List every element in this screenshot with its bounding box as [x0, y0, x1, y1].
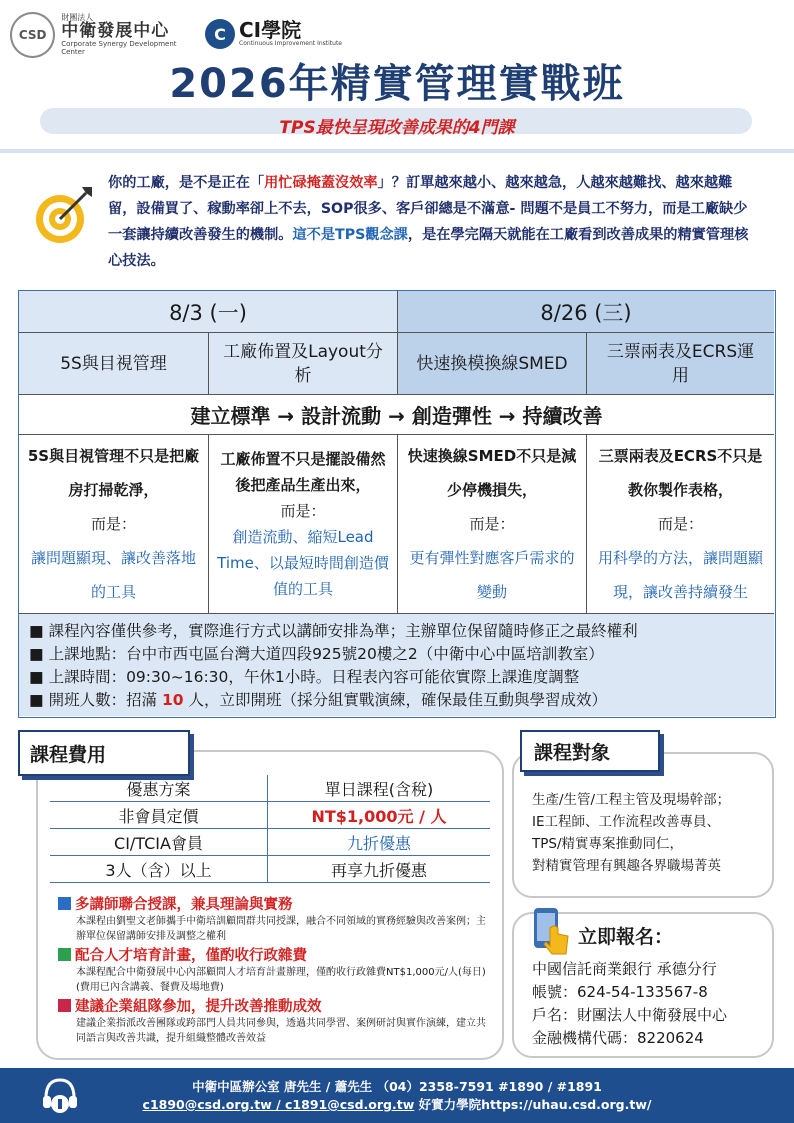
note-disclaimer: ■ 課程內容僅供參考，實際進行方式以講師安排為準；主辦單位保留隨時修正之最終權利	[29, 622, 638, 640]
desc-layout-point: 創造流動、縮短Lead Time、以最短時間創造價值的工具	[217, 528, 389, 598]
feature-body: 本課程配合中衛發展中心內部顧問人才培育計畫辦理，僅酌收行政雜費NT$1,000元/人(每日)(費用已內含講義、餐費及場地費)	[76, 967, 486, 993]
fee-header-price: 單日課程(含稅)	[324, 779, 434, 799]
note-class-size-post: 人，立即開班（採分組實戰演練，確保最佳互動與學習成效）	[183, 691, 608, 709]
header-divider	[0, 149, 794, 153]
fee-table	[50, 775, 490, 883]
improvement-flow: 建立標準 → 設計流動 → 創造彈性 → 持續改善	[19, 395, 774, 435]
course-5s: 5S與目視管理	[19, 333, 209, 395]
desc-smed	[398, 435, 587, 614]
fee-plan: CI/TCIA會員	[50, 829, 268, 855]
footer-email-link[interactable]: c1890@csd.org.tw / c1891@csd.org.tw	[142, 1097, 415, 1112]
red-square-icon	[58, 999, 71, 1012]
fee-row	[50, 802, 490, 829]
course-layout: 工廠佈置及Layout分析	[209, 333, 398, 395]
bank-code: 金融機構代碼：8220624	[532, 1029, 704, 1047]
intro-highlight-blue: 這不是TPS觀念課	[292, 227, 408, 243]
fee-header-row	[50, 775, 490, 802]
csd-org-type: 財團法人	[61, 12, 94, 22]
feature-multi-lecturer	[58, 893, 488, 944]
page-subtitle: TPS最快呈現改善成果的4門課	[279, 118, 515, 138]
fee-row	[50, 829, 490, 856]
audience-line: TPS/精實專案推動同仁，	[532, 836, 684, 852]
ci-name: CI學院	[239, 18, 302, 43]
course-ecrs: 三票兩表及ECRS運用	[587, 333, 774, 395]
desc-layout-mid: 而是：	[280, 502, 326, 520]
course-notes	[19, 614, 774, 716]
feature-talent-program	[58, 944, 488, 995]
audience-line: IE工程師、工作流程改善專員、	[532, 814, 721, 830]
audience-line: 生產/生管/工程主管及現場幹部；	[532, 792, 731, 808]
desc-5s-lead: 5S與目視管理不只是把廠房打掃乾淨，	[27, 447, 200, 499]
intro-highlight-red: 用忙碌掩蓋沒效率	[264, 175, 378, 191]
feature-title: 建議企業組隊參加，提升改善推動成效	[75, 999, 322, 1015]
schedule-table	[18, 290, 776, 718]
green-square-icon	[58, 948, 71, 961]
ci-logo	[205, 14, 342, 54]
fee-price: NT$1,000元 / 人	[311, 806, 447, 826]
fee-plan: 非會員定價	[50, 802, 268, 828]
csd-logo-mark: CSD	[10, 12, 55, 58]
register-title: 立即報名：	[578, 926, 674, 948]
audience-line: 對精實管理有興趣各界職場菁英	[532, 858, 721, 874]
fee-row	[50, 856, 490, 883]
note-class-size	[29, 689, 764, 712]
note-time: ■ 上課時間：09:30~16:30，午休1小時。日程表內容可能依實際上課進度調整	[29, 668, 580, 686]
fee-price: 九折優惠	[346, 833, 411, 853]
footer-links	[0, 1095, 794, 1113]
feature-body: 建議企業指派改善團隊或跨部門人員共同參與，透過共同學習、案例研討與實作演練，建立共同語言與改善共識，提升組織整體改善效益	[76, 1018, 486, 1044]
desc-5s-mid: 而是：	[90, 515, 136, 533]
note-class-size-pre: ■ 開班人數：招滿	[29, 691, 162, 709]
desc-layout	[209, 435, 398, 614]
feature-body: 本課程由劉聖文老師攜手中衛培訓顧問群共同授課，融合不同領域的實務經驗與改善案例；主辦單位保留講師安排及調整之權利	[76, 916, 486, 942]
csd-english-name: Corporate Synergy Development Center	[61, 40, 177, 56]
footer-contact: 中衛中區辦公室 唐先生 / 蕭先生 （04）2358-7591 #1890 / #1891	[192, 1079, 602, 1094]
intro-text-3: ，是在學完隔天就能在工廠看到改善成果的精實管理核心技法。	[108, 227, 749, 269]
account-holder: 戶名：財團法人中衛發展中心	[532, 1006, 728, 1024]
note-location: ■ 上課地點：台中市西屯區台灣大道四段925號20樓之2（中衛中心中區培訓教室）	[29, 645, 604, 663]
bank-name: 中國信託商業銀行 承德分行	[532, 960, 717, 978]
desc-ecrs-lead: 三票兩表及ECRS不只是教你製作表格，	[598, 447, 763, 499]
phone-touch-icon	[532, 906, 570, 956]
fee-plan: 3人（含）以上	[50, 856, 268, 882]
intro-text-1: 你的工廠，是不是正在「	[108, 175, 265, 191]
date-aug-3: 8/3 (一)	[19, 291, 398, 333]
intro-text-2: 」？訂單越來越小、越來越急，人越來越難找、越來越難留，設備買了、稼動率卻上不去，SOP很多、客戶卻總是不滿意- 問題不是員工不努力，而是工廠缺少一套讓持續改善發生的機制。	[108, 175, 748, 243]
desc-layout-lead: 工廠佈置不只是擺設備然後把產品生產出來，	[220, 450, 386, 494]
desc-ecrs-point: 用科學的方法，讓問題顯現，讓改善持續發生	[597, 549, 763, 601]
bank-info	[532, 958, 772, 1050]
feature-team-enrollment	[58, 995, 488, 1046]
audience-section-tag: 課程對象	[520, 730, 660, 772]
desc-smed-lead: 快速換線SMED不只是減少停機損失，	[407, 447, 577, 499]
intro-paragraph	[108, 170, 758, 274]
desc-smed-point: 更有彈性對應客戶需求的變動	[409, 549, 575, 601]
course-smed: 快速換模換線SMED	[398, 333, 587, 395]
blue-square-icon	[58, 897, 71, 910]
bank-account: 帳號：624-54-133567-8	[532, 983, 708, 1001]
audience-list	[532, 789, 772, 877]
desc-5s-point: 讓問題顯現、讓改善落地的工具	[30, 549, 196, 601]
ci-english-name: Continuous Improvement Institute	[239, 40, 342, 48]
feature-title: 多講師聯合授課，兼具理論與實務	[75, 897, 293, 913]
desc-ecrs	[587, 435, 774, 614]
desc-ecrs-mid: 而是：	[657, 515, 703, 533]
page-title: 2026年精實管理實戰班	[169, 61, 625, 107]
date-aug-26: 8/26 (三)	[398, 291, 774, 333]
fee-price: 再享九折優惠	[330, 860, 427, 880]
fee-header-plan: 優惠方案	[50, 775, 268, 801]
note-class-size-number: 10	[162, 691, 184, 709]
feature-title: 配合人才培育計畫，僅酌收行政雜費	[75, 948, 307, 964]
fee-section-tag: 課程費用	[18, 730, 190, 776]
csd-name: 中衛發展中心	[61, 21, 170, 42]
ci-logo-mark: C	[205, 19, 235, 49]
footer-site-link[interactable]: 好實力學院https://uhau.csd.org.tw/	[418, 1097, 652, 1112]
desc-smed-mid: 而是：	[469, 515, 515, 533]
target-icon	[34, 183, 96, 245]
desc-5s	[19, 435, 209, 614]
